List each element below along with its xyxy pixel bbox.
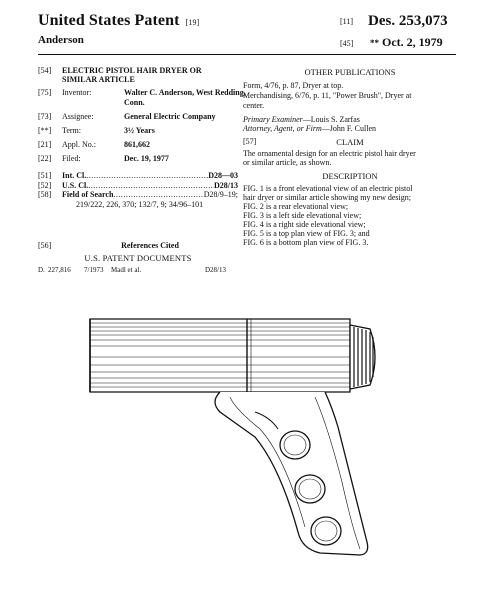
term-label: Term: xyxy=(62,126,81,135)
claim-heading: CLAIM xyxy=(336,137,364,147)
title-code: [19] xyxy=(185,18,200,27)
issue-date xyxy=(370,35,443,50)
description-line: FIG. 3 is a left side elevational view; xyxy=(243,211,362,220)
field-code: [56] xyxy=(38,241,52,250)
description-heading: DESCRIPTION xyxy=(322,171,378,181)
date-value: Oct. 2, 1979 xyxy=(382,35,443,49)
description-line: FIG. 6 is a bottom plan view of FIG. 3. xyxy=(243,238,369,247)
invention-title-line: SIMILAR ARTICLE xyxy=(62,75,135,84)
us-patent-documents-heading: U.S. PATENT DOCUMENTS xyxy=(84,253,192,263)
leader-dots xyxy=(113,190,203,200)
field-of-search-value: 219/222, 226, 370; 132/7, 9; 34/96–101 xyxy=(76,200,204,209)
int-cl-value: D28—03 xyxy=(208,171,238,180)
reference-name: Madl et al. xyxy=(111,266,142,274)
invention-title-line: ELECTRIC PISTOL HAIR DRYER OR xyxy=(62,66,202,75)
publication-line: center. xyxy=(243,101,265,110)
field-code: [73] xyxy=(38,112,52,121)
header-divider xyxy=(38,54,456,55)
us-cl-value: D28/13 xyxy=(214,181,238,190)
patent-heading xyxy=(38,12,199,30)
publication-line: Form, 4/76, p. 87, Dryer at top. xyxy=(243,81,344,90)
field-code: [54] xyxy=(38,66,52,75)
description-line: FIG. 1 is a front elevational view of an electric pistol xyxy=(243,184,413,193)
inventor-value: Conn. xyxy=(124,98,145,107)
date-marker: ** xyxy=(370,38,379,48)
field-of-search-label: Field of Search xyxy=(62,190,114,199)
field-of-search-line xyxy=(62,190,238,200)
leader-dots xyxy=(86,171,208,181)
inventor-surname: Anderson xyxy=(38,34,84,46)
field-of-search-value: D28/9–19; xyxy=(203,190,238,199)
hair-dryer-drawing xyxy=(70,317,400,577)
assignee-value: General Electric Company xyxy=(124,112,216,121)
term-value: 3½ Years xyxy=(124,126,155,135)
attorney xyxy=(243,124,457,134)
us-cl-label: U.S. Cl. xyxy=(62,181,89,190)
reference-prefix: D. xyxy=(38,266,45,274)
patent-title: United States Patent xyxy=(38,12,180,29)
invention-title xyxy=(62,66,227,84)
field-code: [57] xyxy=(243,137,257,146)
references-heading: References Cited xyxy=(121,241,179,250)
inventor-label: Inventor: xyxy=(62,88,92,97)
claim-line: The ornamental design for an electric pistol hair dryer xyxy=(243,149,416,158)
appl-label: Appl. No.: xyxy=(62,140,96,149)
other-publications-heading: OTHER PUBLICATIONS xyxy=(304,67,396,77)
handle-outline xyxy=(215,392,368,555)
field-code: [**] xyxy=(38,126,52,135)
examiner-value: —Louis S. Zarfas xyxy=(302,115,360,124)
attorney-label: Attorney, Agent, or Firm xyxy=(243,124,322,133)
date-code: [45] xyxy=(340,39,354,48)
field-code: [52] xyxy=(38,181,52,190)
description-line: hair dryer or similar article showing my new design; xyxy=(243,193,411,202)
reference-class: D28/13 xyxy=(205,266,226,274)
filed-value: Dec. 19, 1977 xyxy=(124,154,169,163)
field-code: [58] xyxy=(38,190,52,199)
description-line: FIG. 4 is a right side elevational view; xyxy=(243,220,366,229)
filed-label: Filed: xyxy=(62,154,81,163)
reference-number: 227,816 xyxy=(48,266,71,274)
examiner-label: Primary Examiner xyxy=(243,115,303,124)
field-code: [75] xyxy=(38,88,52,97)
field-code: [22] xyxy=(38,154,52,163)
appl-value: 861,662 xyxy=(124,140,150,149)
field-code: [51] xyxy=(38,171,52,180)
publication-line: Merchandising, 6/76, p. 11, "Power Brush", Dryer at xyxy=(243,91,412,100)
attorney-value: —John F. Cullen xyxy=(321,124,376,133)
claim-line: or similar article, as shown. xyxy=(243,158,332,167)
description-line: FIG. 5 is a top plan view of FIG. 3; and xyxy=(243,229,370,238)
patent-number: Des. 253,073 xyxy=(368,13,448,29)
int-cl-line xyxy=(62,171,238,181)
int-cl-label: Int. Cl. xyxy=(62,171,87,180)
inventor-value: Walter C. Anderson, West Redding, xyxy=(124,88,246,97)
assignee-label: Assignee: xyxy=(62,112,94,121)
patent-number-code: [11] xyxy=(340,17,354,26)
barrel-outline xyxy=(90,319,350,392)
reference-date: 7/1973 xyxy=(84,266,104,274)
field-code: [21] xyxy=(38,140,52,149)
description-line: FIG. 2 is a rear elevational view; xyxy=(243,202,349,211)
